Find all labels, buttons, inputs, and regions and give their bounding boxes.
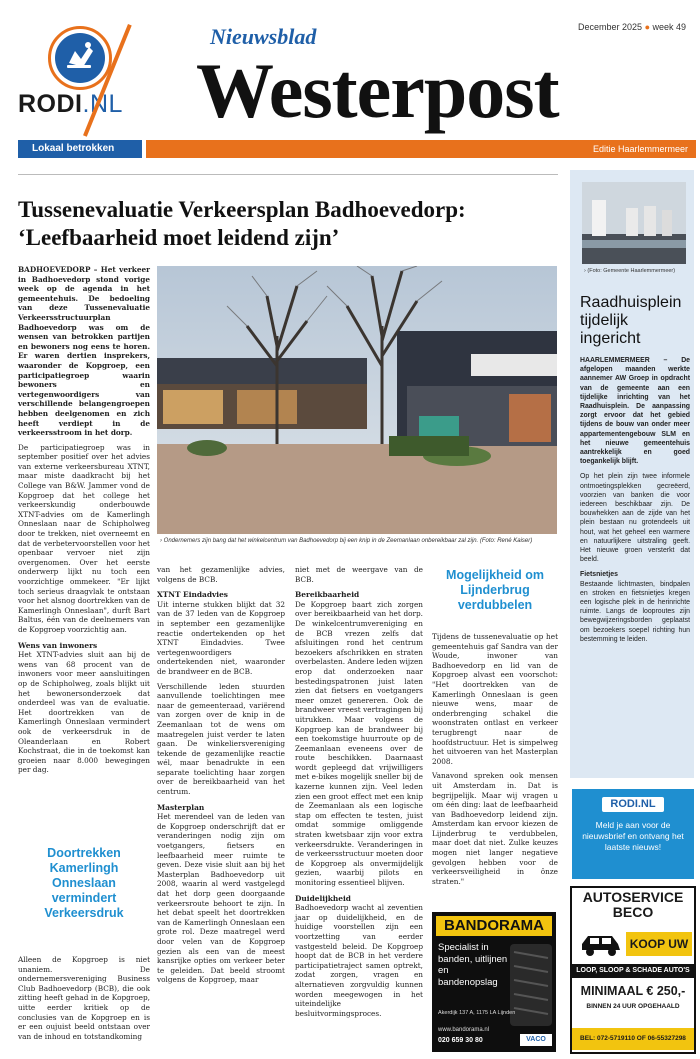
vaco-badge: VACO [520,1034,552,1046]
newsletter-ad-text: Meld je aan voor de nieuwsbrief en ontvang het laatste nieuws! [582,820,684,852]
article-column-3 [295,565,423,1023]
paragraph: Badhoevedorp wacht al zeventien jaar op duidelijkheid, en de huidige voorstellen zijn een voortzetting van eerder vastgesteld beleid. De Kopgroep hoopt dat de BCB in het verdere participatietraject samen optrekt, zodat zorgen, vragen en alternatieven zorgvuldig kunnen worden meegewogen in het uiteindelijke besluitvormingsproces. [295,903,423,1018]
sidebar-photo-caption: › (Foto: Gemeente Haarlemmermeer) [584,268,676,274]
issue-date: December 2025 ● week 49 [578,22,687,32]
car-icon [578,930,624,958]
paragraph: Alleen de Kopgroep is niet unaniem. De ondernemersvereniging Business Club Badhoevedorp (BCB), die ook zitting heeft gehad in de Kopgroep, uitte eerder kritiek op de conclusies van de Kopgroep en is er een oujuist beeld ontstaan over van de inhoud en totstandkoming [18,955,150,1041]
photo-caption: › Ondernemers zijn bang dat het winkelcentrum van Badhoevedorp bij een knip in de Zeemanlaan onbereikbaar zal zijn. (Foto: René Kaiser) [160,538,533,544]
paragraph: De Kopgroep baart zich zorgen over bereikbaarheid van het dorp. De winkelcentrumvereniging en de BCB vrezen zelfs dat afsluitingen rond het centrum bezoekers afschrikken en straten overbelasten. Andere leden wijzen erop dat onderzoeken naar bestedingspatronen juist laten zien dat fietsers en voetgangers meer omzet genereren. Ook de brandweer vreest vertragingen bij uitrukken. Maar volgens de Kopgroep kan de brandweer bij een toekomstige huurroute op de Zeemanlaan eveneens over de route beschikken. Daarnaast wordt gepleegd dat vrijwilligers met e-bikes mogelijk sneller bij de kazerne kunnen zijn. Veel leden zien een groot effect met een knip de Zeemanlaan als een logische stap om effecten te testen, juist omdat sommige omliggende straten kwetsbaar zijn voor extra verkeersdrukte. Veranderingen in de verkeersstructuur moeten door de Kopgroep als onvermijdelijk gezien, waarbij pilots en monitoring essentieel blijven. [295,599,423,887]
subheading: Wens van inwoners [18,640,98,650]
subheading: Fietsnietjes [580,571,618,579]
paragraph: Bestaande lichtmasten, bindpalen en stroken en fietsnietjes kregen een logische plek in de herinrichte ruimte. Langs de looproutes zijn bewegwijzeringsborden geplaatst om bezoekers soepel richting hun bestemming te leiden. [580,580,690,643]
paragraph: van het gezamenlijke advies, volgens de BCB. [157,565,285,584]
subheading: Bereikbaarheid [295,590,360,600]
newsletter-ad[interactable] [572,789,694,879]
paragraph: Op het plein zijn twee informele ontmoetingsplekken gecreëerd, voorzien van banken die voor iedereen beschikbaar zijn. De bouwhekken aan de zijde van het plein bestaan nu grotendeels uit hout, wat het geheel een warmere en natuurlijkere uitstraling geeft. Het nieuwe groen versterkt dat beeld. [580,473,690,564]
beco-ad[interactable] [570,886,696,1054]
subheading: Masterplan [157,802,205,812]
sidebar-body [580,356,690,650]
beco-pickup: BINNEN 24 UUR OPGEHAALD [586,1003,680,1010]
sidebar-lead: HAARLEMMERMEER – De afgelopen maanden werkte aannemer AW Groep in opdracht van de gemeente aan een tijdelijke inrichting van het Raadhuisplein. De aanpassing zorgt ervoor dat het gebied tijdens de bouw van onder meer appartementengebouw SLM en het nieuwe gemeentehuis aantrekkelijk en goed toegankelijk blijft. [580,357,690,466]
article-photo [157,266,557,534]
article-column-1-bottom [18,955,150,1046]
sidebar-headline: Raadhuisplein tijdelijk ingericht [580,294,682,347]
bandorama-tagline: Specialist in banden, uitlijnen en bandenopslag [438,942,508,988]
article-column-2 [157,565,285,990]
pull-quote: Mogelijkheid om Lijnderbrug verdubbelen [446,568,544,612]
paragraph: Vanavond spreken ook mensen uit Amsterdam in. Dat is begrijpelijk. Maar wij vragen u om één ding: laat de leefbaarheid van Badhoevedorp leidend zijn. Amsterdam kan ervoor kiezen de Lijnderbrug te verdubbelen, maar doet dat niet. Zulke keuzes mogen niet langer negatieve gevolgen hebben voor de verkeersveiligheid in ônze straten." [432,771,558,886]
article-lead: BADHOEVEDORP – Het verkeer in Badhoevedorp stond vorige week op de agenda in het gemeentehuis. De bedoeling van deze Tussenevaluatie Verkeersstructuurplan Badhoevedorp was om de wensen van betrokken partijen en bewoners nog eens te horen. Er waren dertien insprekers, waaronder de Kopgroep, een participatiegroep waarin bewoners en vertegenwoordigers van verschillende belangengroepen hebben deelgenomen en zich heeft verdiept in de verkeersstroom in het dorp. [18,265,150,438]
paragraph: De participatiegroep was in september positief over het advies van externe verkeersbureau XTNT, maar miste daadkracht bij het College van B&W. Jammer vond de Kopgroep dat het college het verkeerskundig onderbouwde XTNT-advies om de Kamerlingh Onneslaan naar de Schipholweg door te trekken, niet overneemt en dat de verbetervoorstellen voor het openbaar vervoer niet zijn overgenomen. Over het eerste onderwerp lijkt nu toch een voorzichtige ommekeer. "Er lijkt toch serieus draagvlak te ontstaan voor het alsnog doortrekken van de Kamerlingh Onneslaan", durft Bart Baltus, één van de deelnemers van de Kopgroep voorzichtig aan. [18,442,150,634]
beco-services: LOOP, SLOOP & SCHADE AUTO'S [572,964,694,978]
slogan-band: Lokaal betrokken [18,140,142,158]
paragraph: Tijdens de tussenevaluatie op het gemeentehuis gaf Sandra van der Woude, inwoner van Badhoevedorp en lid van de Kopgroep alvast een voorschot: "Het doortrekken van de Kamerlingh Onneslaan is geen nieuwe wens, maar de onderbrenging schakel die woonstraten ontlast en verkeer terugbrengt naar de hoofdstructuur. Het is simpelweg het uitvoeren van het Masterplan 2008. [432,632,558,766]
paragraph: Uit interne stukken blijkt dat 32 van de 37 leden van de Kopgroep in september een gezamenlijke reactie ondertekenden op het XTNT Eindadvies. Twee vertegenwoordigers ondertekenden niet, waaronder de brandweer en de BCB. [157,599,285,676]
divider [18,174,558,175]
bandorama-address: Akerdijk 137 A, 1175 LA Lijnden [438,1010,516,1016]
paper-subtitle: Nieuwsblad [210,24,317,49]
bandorama-logo: BANDORAMA [436,916,552,936]
edition-band: Editie Haarlemmermeer [146,140,696,158]
rodi-logo-icon [55,33,105,83]
sidebar-photo [582,182,686,264]
paper-title: Westerpost [196,47,559,134]
article-headline: Tussenevaluatie Verkeersplan Badhoevedorp: ‘Leefbaarheid moet leidend zijn’ [18,197,466,250]
bandorama-ad[interactable] [432,912,556,1052]
bandorama-web[interactable]: www.bandorama.nl [438,1027,490,1033]
bandorama-phone: 020 659 30 80 [438,1037,483,1044]
paragraph: niet met de weergave van de BCB. [295,565,423,584]
paragraph: Verschillende leden stuurden aanvullende toelichtingen mee naar de gemeenteraad, variërend van zorgen over de knip in de Zeemanlaan tot de wens om maatregelen juist verder te laten gaan. De winkeliersvereniging tekende de gezamenlijke reactie wél, maar benadrukte in een separate toelichting haar zorgen over de bereikbaarheid van het centrum. [157,681,285,797]
pull-quote: Doortrekken Kamerlingh Onneslaan vermindert Verkeersdruk [44,846,124,920]
subheading: XTNT Eindadvies [157,590,228,600]
rodi-wordmark[interactable]: RODI.NL [18,90,123,118]
article-column-1 [18,265,150,780]
beco-title: AUTOSERVICE BECO [582,889,684,920]
paragraph: Het XTNT-advies sluit aan bij de wens van 68 procent van de inwoners voor meer aansluitingen op de Schipholweg, zoals blijkt uit het bewonersonderzoek dat onderdeel was van de evaluatie. Het doortrekken van de Kamerlingh Onneslaan vermindert ook de verkeersdruk in de Oleanderlaan en Robert Kochstraat, die in de toekomst kan groeien naar 8.000 bewegingen per dag. [18,650,150,775]
caption-marker: › [160,538,162,544]
beco-minimum: MINIMAAL € 250,- [580,984,686,998]
subheading: Duidelijkheid [295,893,351,903]
paragraph: Het merendeel van de leden van de Kopgroep onderschrijft dat er veranderingen nodig zijn om voetgangers, fietsers en leefbaarheid meer ruimte te geven. Deze visie sluit aan bij het Masterplan Badhoevedorp uit 2008, waarin al werd vastgelegd dat het dorp geen doorgaande verkeersroute behoort te zijn. In het debat speelt het doortrekken van de Kamerlingh Onneslaan een grote rol. Deze maatregel werd door velen van de Kopgroep gezien als een van de meest kansrijke opties om verkeer beter te geleiden. Dat beeld stroomt volgens de Kopgroep, maar [157,812,285,985]
beco-phone: BEL: 072-5719110 OF 06-55327298 [572,1028,694,1050]
newsletter-ad-logo: RODI.NL [602,797,664,812]
article-column-4 [432,632,558,891]
beco-buy-label: KOOP UW [626,932,692,956]
